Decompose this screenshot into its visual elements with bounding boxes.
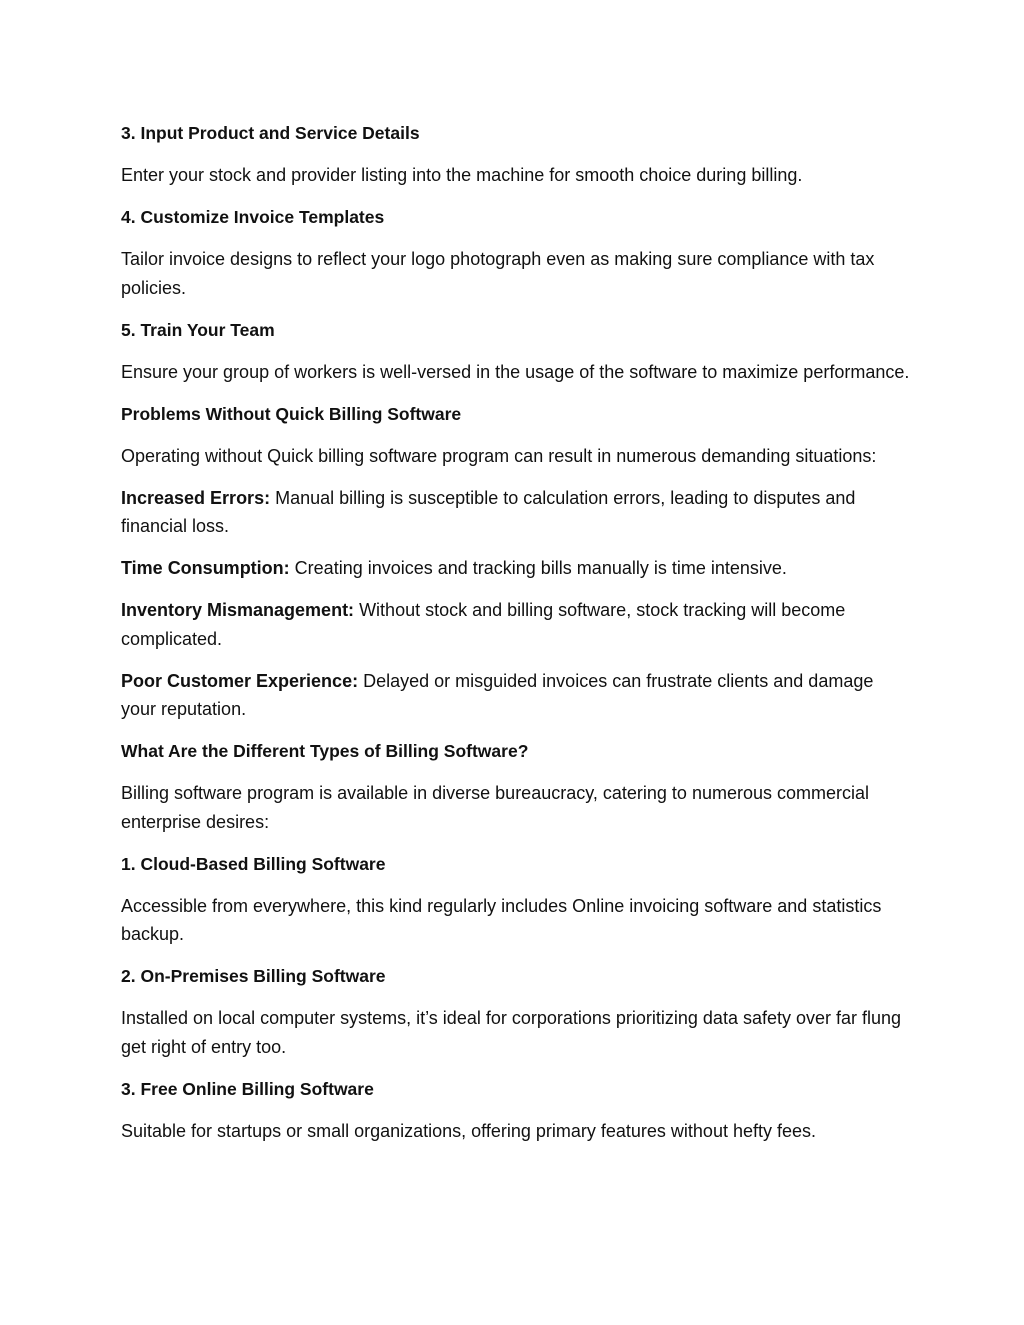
problem-text: Without stock and billing software, stock tracking will become complicated.: [121, 600, 846, 649]
problem-label: Poor Customer Experience:: [121, 670, 359, 691]
paragraph-free-online: Suitable for startups or small organizations, offering primary features without hefty fees.: [121, 1120, 817, 1141]
section-heading-types: What Are the Different Types of Billing Software?: [121, 741, 529, 761]
problem-label: Increased Errors:: [121, 487, 271, 508]
section-heading-problems: Problems Without Quick Billing Software: [121, 403, 462, 424]
section-heading-customize-templates: 4. Customize Invoice Templates: [121, 207, 385, 227]
paragraph-input-details: Enter your stock and provider listing into the machine for smooth choice during billing.: [121, 165, 803, 185]
problem-item-time-consumption: [121, 554, 911, 583]
section-heading-train-team: 5. Train Your Team: [121, 319, 275, 340]
paragraph-cloud-based: Accessible from everywhere, this kind regularly includes Online invoicing software and statistics backup.: [121, 895, 882, 944]
paragraph-customize-templates: Tailor invoice designs to reflect your logo photograph even as making sure compliance with tax policies.: [121, 249, 875, 298]
paragraph-problems-intro: Operating without Quick billing software program can result in numerous demanding situations:: [121, 445, 877, 466]
problem-text: Creating invoices and tracking bills manually is time intensive.: [289, 558, 787, 578]
problem-label: Time Consumption:: [121, 558, 290, 578]
paragraph-train-team: Ensure your group of workers is well-versed in the usage of the software to maximize performance.: [121, 361, 910, 382]
section-heading-cloud-based: 1. Cloud-Based Billing Software: [121, 853, 386, 874]
problem-item-inventory-mismanagement: [121, 596, 911, 653]
paragraph-on-premises: Installed on local computer systems, it’s ideal for corporations prioritizing data safety over far flung get right of entry too.: [121, 1008, 902, 1057]
section-heading-on-premises: 2. On-Premises Billing Software: [121, 966, 386, 986]
section-heading-input-details: 3. Input Product and Service Details: [121, 123, 420, 143]
problem-label: Inventory Mismanagement:: [121, 600, 355, 620]
problem-item-increased-errors: [121, 484, 911, 541]
problem-item-poor-customer-experience: [121, 667, 911, 724]
paragraph-types-intro: Billing software program is available in diverse bureaucracy, catering to numerous commercial enterprise desires:: [121, 783, 869, 832]
problem-text: Manual billing is susceptible to calculation errors, leading to disputes and financial loss.: [121, 487, 856, 536]
problem-text: Delayed or misguided invoices can frustrate clients and damage your reputation.: [121, 670, 874, 719]
document-page: [121, 119, 911, 1159]
section-heading-free-online: 3. Free Online Billing Software: [121, 1078, 374, 1099]
